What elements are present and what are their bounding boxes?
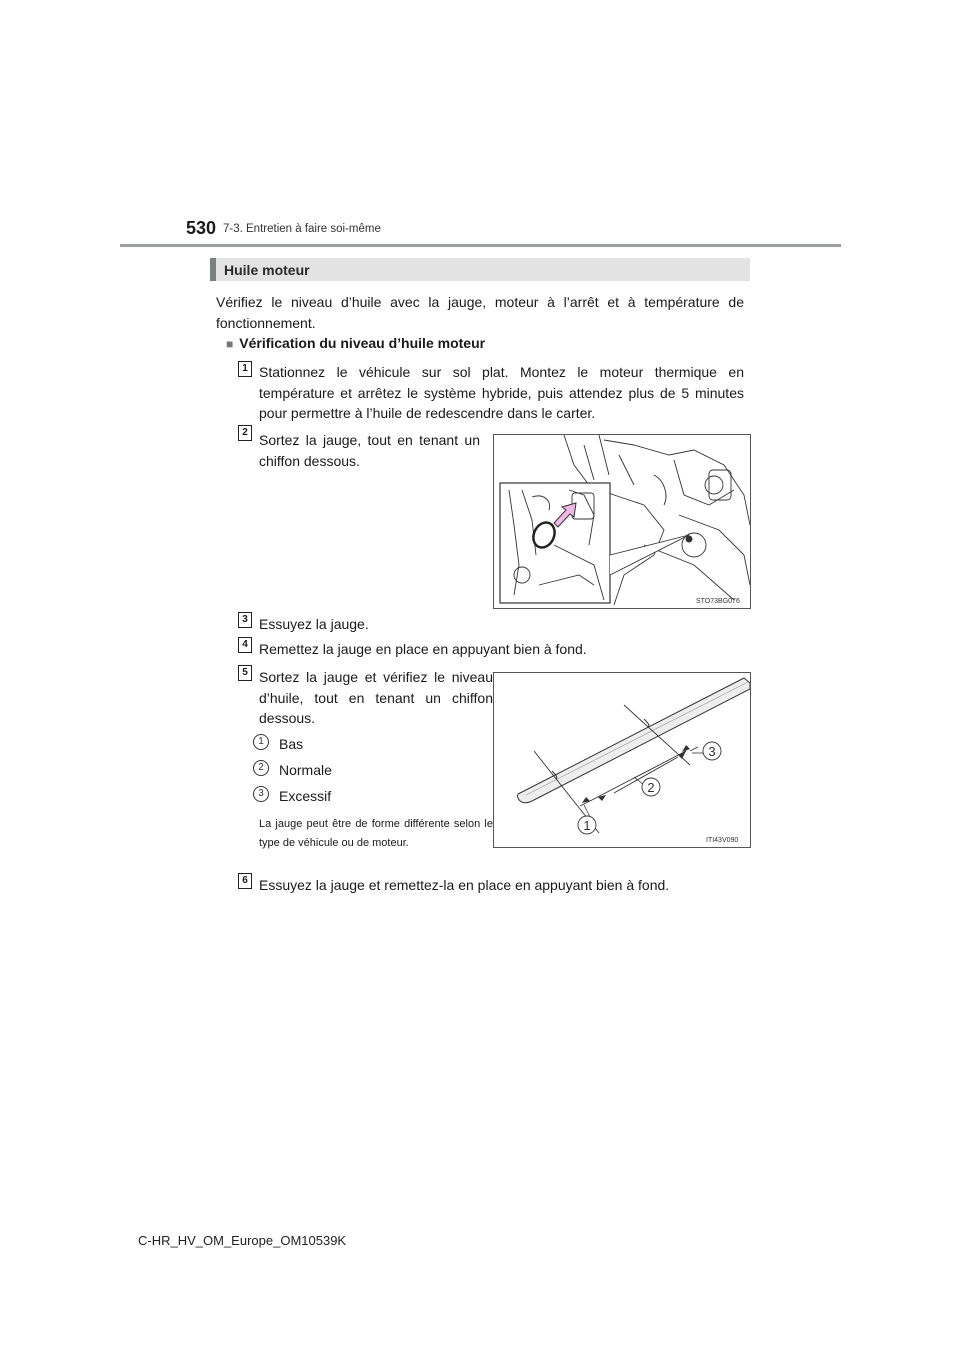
- legend-marker-2: 2: [253, 760, 269, 776]
- step-text-6: Essuyez la jauge et remettez-la en place en appuyant bien à fond.: [259, 877, 670, 893]
- section-bar: [210, 258, 750, 281]
- callout-1: 1: [583, 818, 591, 833]
- step-number-2: 2: [238, 425, 252, 441]
- legend-marker-3: 3: [253, 786, 269, 802]
- step-number-4: 4: [238, 637, 252, 653]
- legend-label-2: Normale: [279, 762, 332, 778]
- page-number: 530: [186, 218, 217, 238]
- figure-code: ITI43V090: [706, 837, 739, 844]
- step-text-3: Essuyez la jauge.: [259, 616, 369, 632]
- square-bullet-icon: ■: [226, 337, 234, 351]
- intro-paragraph: Vérifiez le niveau d’huile avec la jauge, moteur à l’arrêt et à température de fonctionnement.: [216, 294, 744, 331]
- section-title: 7-3. Entretien à faire soi-même: [223, 223, 381, 235]
- step-text-4: Remettez la jauge en place en appuyant bien à fond.: [259, 641, 587, 657]
- engine-drawing: [494, 435, 750, 608]
- callout-3: 3: [708, 744, 716, 759]
- subheading: [226, 335, 485, 351]
- engine-dipstick-figure: [493, 434, 751, 609]
- section-bar-accent: [210, 258, 216, 281]
- note: La jauge peut être de forme différente selon le type de véhicule ou de moteur.: [259, 818, 493, 849]
- legend-label-1: Bas: [279, 736, 304, 752]
- step-text-2: Sortez la jauge, tout en tenant un chiffon dessous.: [259, 432, 480, 469]
- legend-label-3: Excessif: [279, 788, 332, 804]
- footer-doc-id: C-HR_HV_OM_Europe_OM10539K: [138, 1233, 347, 1248]
- subheading-text: Vérification du niveau d’huile moteur: [239, 335, 486, 351]
- figure-code: STO73BG076: [696, 598, 740, 605]
- step-text-5: Sortez la jauge et vérifiez le niveau d’huile, tout en tenant un chiffon dessous.: [259, 669, 493, 726]
- step-number-3: 3: [238, 612, 252, 628]
- callout-2: 2: [647, 780, 655, 795]
- section-bar-title: Huile moteur: [224, 262, 310, 278]
- header-rule: [120, 244, 841, 247]
- step-number-1: 1: [238, 361, 252, 377]
- step-text-1: Stationnez le véhicule sur sol plat. Montez le moteur thermique en température et arrêtez le système hybride, puis attendez plus de 5 minutes pour permettre à l’huile de redescendre dans le carter.: [259, 364, 744, 421]
- dipstick-drawing: [494, 673, 750, 847]
- step-number-6: 6: [238, 873, 252, 889]
- step-number-5: 5: [238, 665, 252, 681]
- legend-marker-1: 1: [253, 734, 269, 750]
- dipstick-level-figure: [493, 672, 751, 848]
